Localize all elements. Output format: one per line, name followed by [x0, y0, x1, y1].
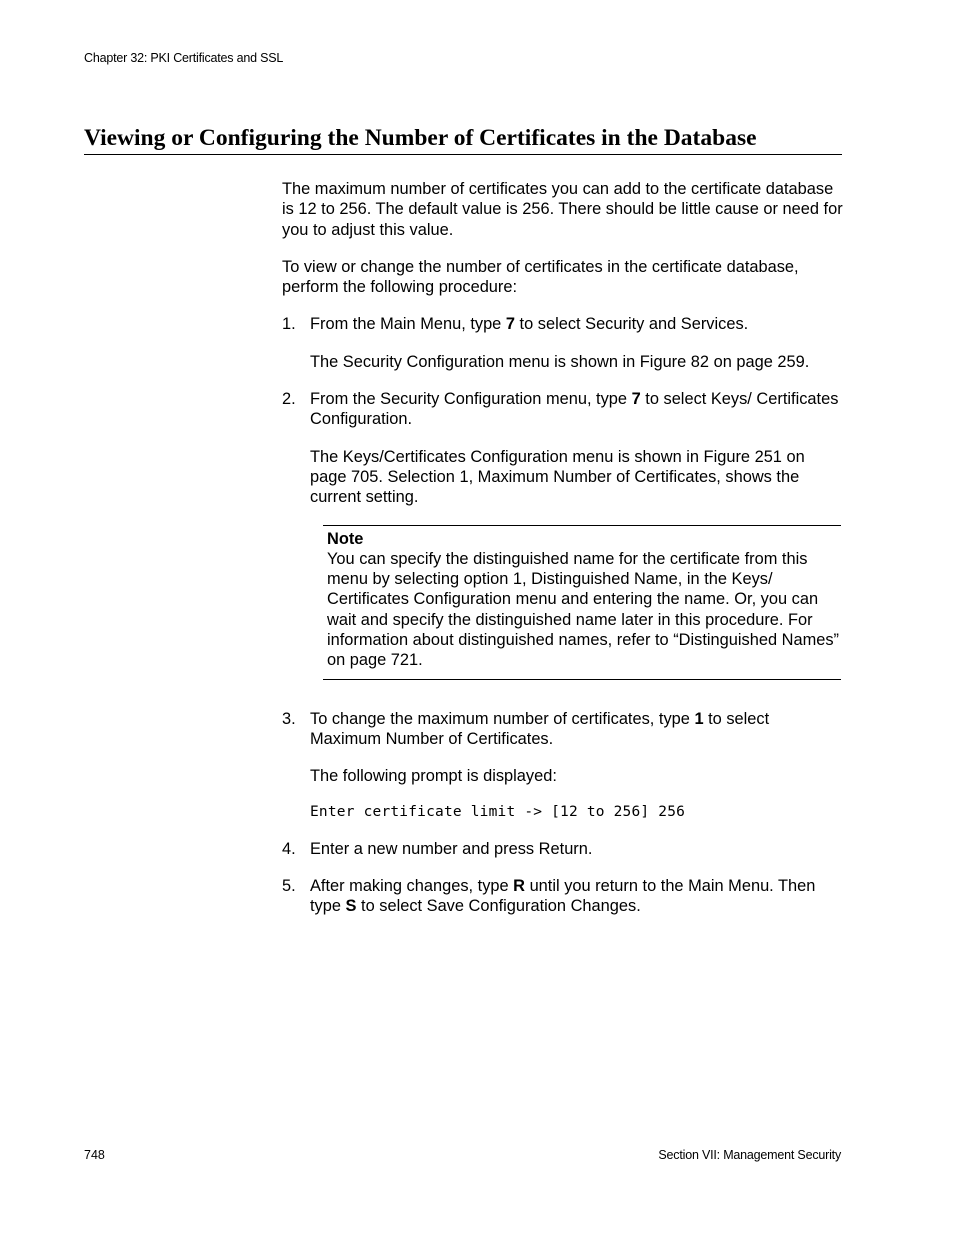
page-number: 748: [84, 1148, 105, 1162]
footer-section: Section VII: Management Security: [658, 1148, 841, 1162]
step-text: From the Security Configuration menu, type 7 to select Keys/ Certificates Configuration.: [310, 390, 839, 429]
step-number: 3.: [282, 709, 296, 728]
running-header: Chapter 32: PKI Certificates and SSL: [84, 51, 284, 65]
step-number: 5.: [282, 877, 296, 896]
step-5: [282, 876, 844, 917]
body-text: [282, 179, 844, 934]
intro-paragraph-2: To view or change the number of certificates in the certificate database, perform the following procedure:: [282, 257, 799, 297]
note-text: You can specify the distinguished name for the certificate from this menu by selecting option 1, Distinguished Name, in the Keys/ Certificates Configuration menu and entering the name. Or, you can wait and specify the distinguished name later in this procedure. For information about distinguished names, refer to “Distinguished Names” on page 721.: [327, 549, 840, 670]
step-4: [282, 839, 844, 859]
step-result: The following prompt is displayed:: [310, 767, 557, 786]
step-result: The Keys/Certificates Configuration menu is shown in Figure 251 on page 705. Selection 1, Maximum Number of Certificates, shows the current setting.: [310, 447, 805, 507]
step-text: After making changes, type R until you return to the Main Menu. Then type S to select Save Configuration Changes.: [310, 877, 816, 916]
step-result: The Security Configuration menu is shown in Figure 82 on page 259.: [310, 352, 810, 371]
step-2: [282, 389, 844, 680]
key-label: S: [345, 897, 357, 916]
step-text: Enter a new number and press Return.: [310, 839, 593, 858]
step-number: 4.: [282, 839, 296, 858]
key-label: 7: [505, 315, 515, 334]
step-text: To change the maximum number of certificates, type 1 to select Maximum Number of Certificates.: [310, 709, 770, 748]
step-1: [282, 314, 844, 372]
procedure-steps: [282, 314, 844, 916]
section-title: Viewing or Configuring the Number of Certificates in the Database: [84, 122, 842, 155]
key-label: 7: [631, 390, 641, 409]
step-3: [282, 709, 844, 822]
key-label: 1: [694, 709, 704, 728]
step-number: 1.: [282, 315, 296, 334]
key-label: R: [513, 877, 526, 896]
note-box: [323, 525, 841, 680]
prompt-code: Enter certificate limit -> [12 to 256] 256: [310, 803, 686, 820]
step-text: From the Main Menu, type 7 to select Security and Services.: [310, 315, 749, 334]
intro-paragraph-1: The maximum number of certificates you can add to the certificate database is 12 to 256. The default value is 256. There should be little cause or need for you to adjust this value.: [282, 180, 843, 239]
note-title: Note: [327, 529, 364, 548]
step-number: 2.: [282, 390, 296, 409]
